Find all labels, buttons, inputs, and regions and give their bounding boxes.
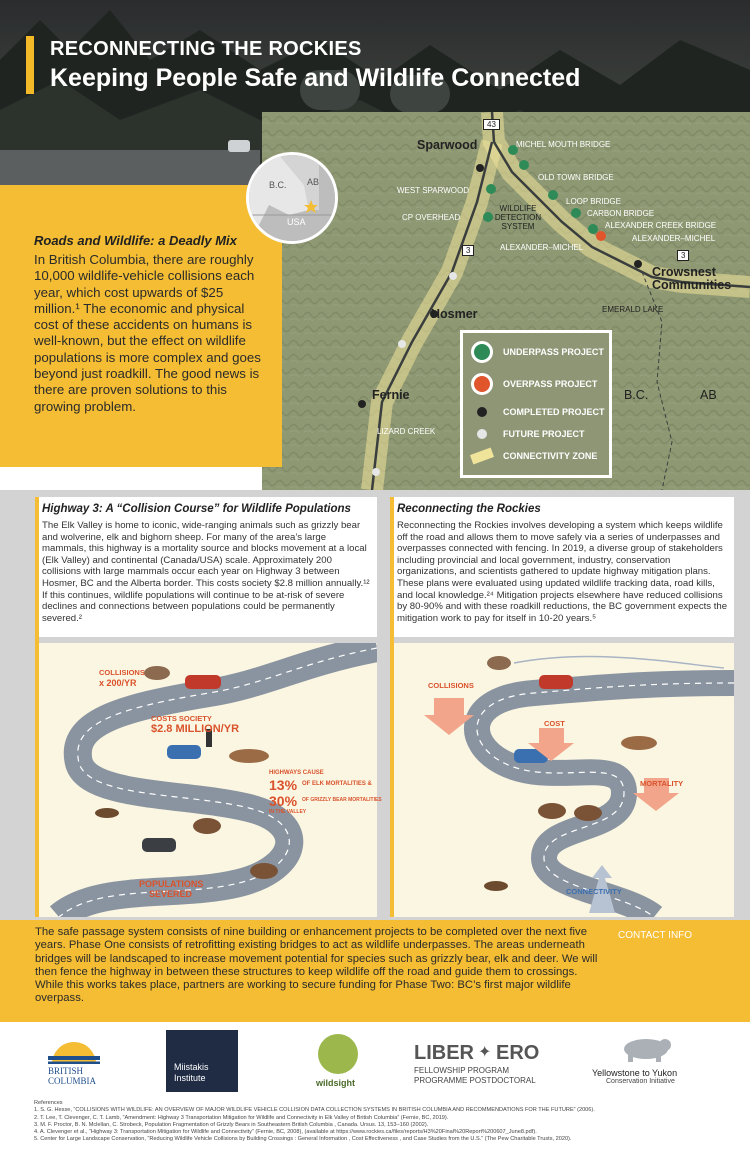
partner-logos (0, 1022, 750, 1100)
underpass-icon (471, 341, 493, 363)
town-sparwood: Sparwood (417, 138, 478, 152)
legend-completed: COMPLETED PROJECT (503, 407, 605, 417)
sparwood-marker (476, 164, 484, 172)
illus-pct-30: 30% (269, 793, 298, 809)
legend-future: FUTURE PROJECT (503, 429, 585, 439)
label-west-sparwood: WEST SPARWOOD (397, 186, 470, 195)
zone-icon (470, 448, 494, 465)
fellowship-line1: FELLOWSHIP PROGRAM (414, 1066, 509, 1075)
miistakis-logo (166, 1030, 238, 1092)
loop-marker[interactable] (548, 190, 558, 200)
west-sparwood-marker[interactable] (486, 184, 496, 194)
map-ab-label: AB (700, 388, 717, 402)
inset-bc: B.C. (269, 180, 287, 190)
wildsight-leaf-icon (318, 1034, 358, 1074)
collision-road-illustration (39, 643, 377, 917)
right-body: Reconnecting the Rockies involves developing a system which keeps wildlife off the road and allows them to move safely via a series of underpasses and overpasses connected with fencing. In 2019, a diverse group of stakeholders including provincial and local government, industry, conservation organizations, and scientists gathered to update highway mitigation plans. These plans were evaluated using updated wildlife tracking data, road kills, and local knowledge.²⁴ Mitigation projects elsewhere have reduced collisions by 80-90% and with these roadkill reductions, the BC government expects the mitigation work to pay for itself in 10-20 years.⁵ (397, 520, 728, 624)
crowsnest-marker (634, 260, 642, 268)
label-emerald-lake: EMERALD LAKE (602, 305, 664, 314)
label-cp-overhead: CP OVERHEAD (402, 213, 461, 222)
town-fernie: Fernie (372, 388, 410, 402)
bc-sun-icon (48, 1038, 100, 1064)
illus-mortality-r: MORTALITY (640, 779, 684, 788)
ero-text: ERO (496, 1042, 540, 1064)
illus-cost-value: $2.8 MILLION/YR (151, 723, 240, 735)
future-marker-1[interactable] (449, 272, 457, 280)
left-illustration (39, 643, 382, 917)
label-michel-mouth: MICHEL MOUTH BRIDGE (516, 140, 611, 149)
title-accent-bar (26, 36, 34, 94)
intro-heading: Roads and Wildlife: a Deadly Mix (34, 233, 237, 248)
future-marker-3[interactable] (372, 468, 380, 476)
label-wildlife-detection: WILDLIFE DETECTION SYSTEM (494, 204, 542, 231)
completed-icon (477, 407, 487, 417)
intro-body: In British Columbia, there are roughly 10,000 wildlife-vehicle collisions each year, which cost upwards of $25 million.¹ The economic and physical cost of these accidents on humans is well-known, but the effect on wildlife populations is more complex and goes beyond just roadkill. The good news is there are proven solutions to this growing problem. (34, 252, 261, 414)
liber-text: LIBER (414, 1042, 474, 1064)
references-title: References (34, 1100, 63, 1106)
label-old-town: OLD TOWN BRIDGE (538, 173, 614, 182)
reference-item: 4. A. Clevenger et al., “Highway 3: Transportation Mitigation for Wildlife and Connectivity” (Fernie, BC, 2008), (available at https://www.rockies.ca/files/reports/H3%20Final%20Report%200607_June8.pdf). (34, 1129, 537, 1136)
illus-connectivity-r: CONNECTIVITY (566, 887, 622, 896)
label-carbon: CARBON BRIDGE (587, 209, 655, 218)
y2y-line2: Conservation Initiative (606, 1078, 675, 1085)
reference-item: 1. S. G. Hesse, “COLLISIONS WITH WILDLIFE: AN OVERVIEW OF MAJOR WILDLIFE VEHICLE COLLISION DATA COLLECTION SYSTEMS IN BRITISH COLUMBIA AND RECOMMENDATIONS FOR THE FUTURE” (2006). (34, 1107, 595, 1114)
illus-severed: SEVERED (149, 889, 193, 899)
liber-bird-icon: ✦ (478, 1044, 492, 1061)
miistakis-institute: Institute (174, 1073, 206, 1083)
illus-pct-13: 13% (269, 777, 298, 793)
right-illustration (394, 643, 734, 917)
illus-elk-mortalities: OF ELK MORTALITIES & (302, 781, 372, 787)
illus-in-valley: IN THE VALLEY (269, 809, 307, 815)
reference-item: 2. T. Lee, T. Clevenger, C. T. Lamb, “Amendment: Highway 3 Transportation Mitigation for Wildlife and Connectivity in Elk Valley of British Columbia” (Fernie, BC, 2019). (34, 1114, 449, 1121)
miistakis-name: Miistakis (174, 1062, 209, 1072)
overpass-icon (471, 373, 493, 395)
future-icon (477, 429, 487, 439)
fernie-marker (358, 400, 366, 408)
label-alexander-creek: ALEXANDER CREEK BRIDGE (605, 221, 717, 230)
bc-logo-line2: COLUMBIA (48, 1076, 97, 1086)
header-kicker: RECONNECTING THE ROCKIES (50, 38, 362, 60)
wildsight-text: wildsight (316, 1078, 355, 1088)
illus-collisions-r: COLLISIONS (428, 681, 474, 690)
left-heading: Highway 3: A “Collision Course” for Wildlife Populations (42, 503, 351, 515)
grizzly-bear-icon (618, 1034, 674, 1062)
right-heading: Reconnecting the Rockies (397, 503, 541, 515)
reference-item: 3. M. F. Proctor, B. N. Mclellan, C. Strobeck, Population Fragmentation of Grizzly Bears in Southeastern British Columbia , Canada. Ursus. 13, 153–160 (2002). (34, 1121, 429, 1128)
map-bc-label: B.C. (624, 388, 649, 402)
label-loop: LOOP BRIDGE (566, 197, 621, 206)
legend-underpass: UNDERPASS PROJECT (503, 347, 604, 357)
hwy-3-shield-west: 3 (462, 245, 474, 256)
legend-zone: CONNECTIVITY ZONE (503, 451, 598, 461)
label-lizard-creek: LIZARD CREEK (377, 427, 436, 436)
legend-overpass: OVERPASS PROJECT (503, 379, 598, 389)
cp-overhead-marker[interactable] (483, 212, 493, 222)
town-crowsnest: Crowsnest Communities (652, 265, 732, 292)
inset-ab: AB (307, 177, 320, 187)
summary-body: The safe passage system consists of nine building or enhancement projects to be completed over the next five years. Phase One consists of retrofitting existing bridges to act as wildlife underpasses. The areas underneath bridges will be landscaped to increase movement potential for species such as grizzly bear, elk and deer. We will then fence the highway in between these structures to keep wildlife off the road and guide them to crossings. While this works takes place, partners are working to secure funding for Phase Two: BC’s first major wildlife overpass. (35, 926, 598, 1005)
hwy-43-shield: 43 (483, 119, 500, 130)
illus-populations: POPULATIONS (139, 879, 204, 889)
locator-map-shape (249, 155, 335, 241)
label-alexander-michel-right: ALEXANDER–MICHEL (632, 234, 716, 243)
bc-logo-line1: BRITISH (48, 1066, 84, 1076)
future-marker-2[interactable] (398, 340, 406, 348)
page-title: Keeping People Safe and Wildlife Connected (50, 64, 581, 92)
illus-grizzly-mortalities: OF GRIZZLY BEAR MORTALITIES (302, 797, 382, 803)
y2y-line1: Yellowstone to Yukon (592, 1068, 678, 1078)
contact-info-link[interactable]: CONTACT INFO (618, 930, 693, 941)
fellowship-line2: PROGRAMME POSTDOCTORAL (414, 1076, 536, 1085)
hwy-3-shield-east: 3 (677, 250, 689, 261)
references (34, 1100, 734, 1144)
carbon-marker[interactable] (571, 208, 581, 218)
town-hosmer: Hosmer (431, 307, 478, 321)
locator-inset-map (246, 152, 338, 244)
inset-usa: USA (287, 217, 306, 227)
illus-collisions-rate: x 200/YR (99, 678, 137, 688)
illus-collisions: COLLISIONS (99, 668, 145, 677)
illus-highways-cause: HIGHWAYS CAUSE (269, 770, 324, 776)
illus-costs-society: COSTS SOCIETY (151, 714, 212, 723)
map-legend (460, 330, 612, 478)
left-body: The Elk Valley is home to iconic, wide-ranging animals such as grizzly bear and wolverine, elk and bighorn sheep. For many of the area’s large mammals, this highway is a mortality source and blocks movement at a local (Elk Valley) and continental (Canada/USA) scale. Approximately 200 collisions with large mammals occur each year on Highway 3 between Hosmer, BC and the Alberta border. This costs society $2.8 million annually.¹² If this continues, wildlife populations will continue to be at-risk of severe declines and connections between populations could be permanently severed.² (42, 520, 370, 624)
old-town-marker[interactable] (519, 160, 529, 170)
reference-item: 5. Center for Large Landscape Conservation, “Reducing Wildlife Vehicle Collisions by Building Crossings : General Information , Cost Effectiveness , and Case Studies from the U.S.” (The Pew Charitable Trusts, 2020). (34, 1136, 572, 1143)
label-alexander-michel-left: ALEXANDER–MICHEL (500, 243, 584, 252)
alexander-michel-marker[interactable] (596, 231, 606, 241)
illus-cost-r: COST (544, 719, 565, 728)
